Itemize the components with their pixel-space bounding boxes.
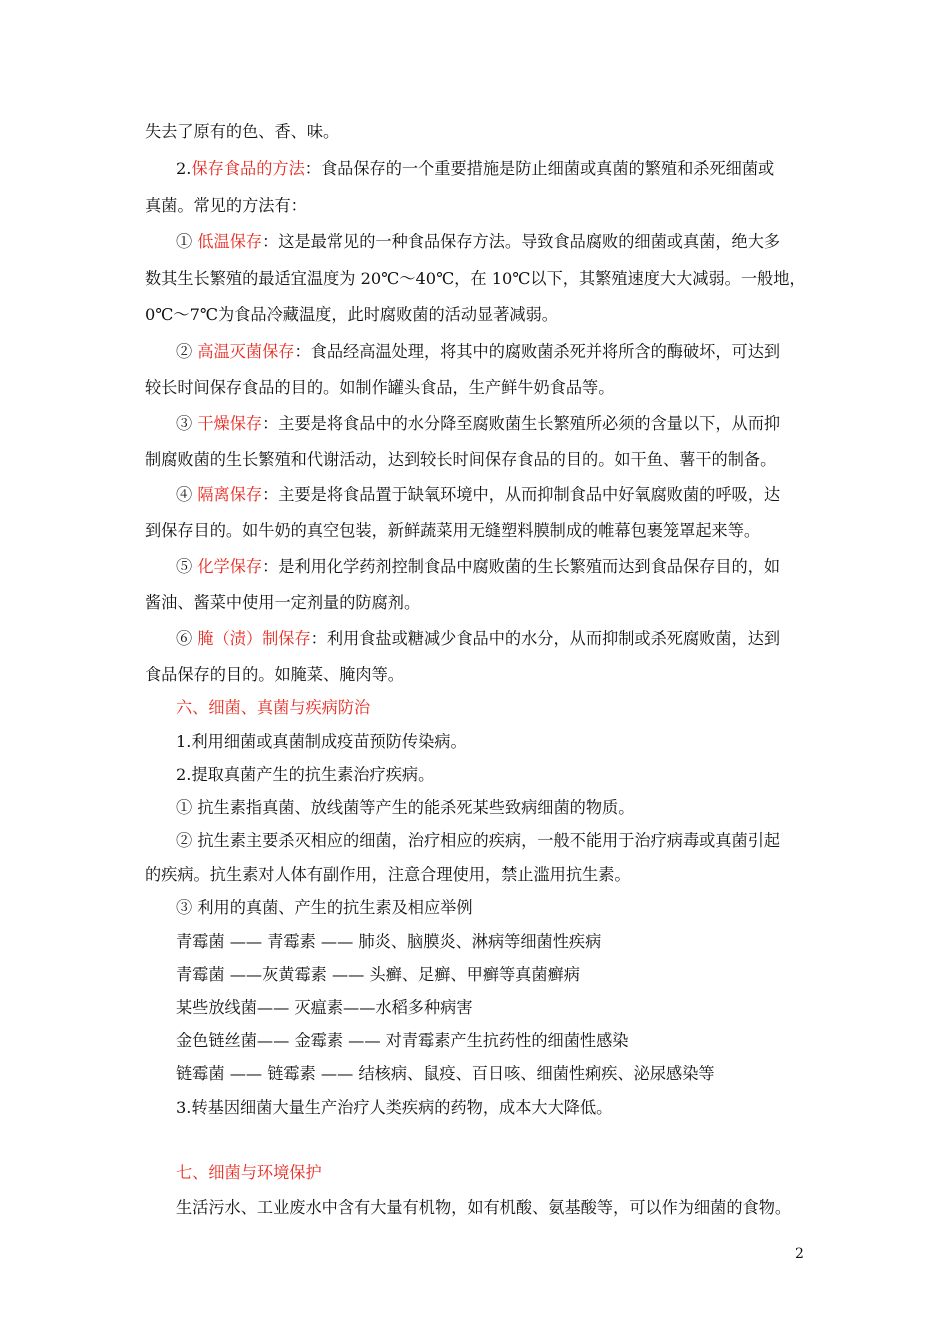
line-text: ：食品经高温处理，将其中的腐败菌杀死并将所含的酶破坏，可达到 [294,342,781,361]
line-text: ：食品保存的一个重要措施是防止细菌或真菌的繁殖和杀死细菌或 [304,159,775,178]
item-number: ① [176,232,193,251]
paragraph-line: 制腐败菌的生长繁殖和代谢活动，达到较长时间保存食品的目的。如干鱼、薯干的制备。 [145,450,777,469]
paragraph-line [176,413,856,435]
paragraph-line: 真菌。常见的方法有： [145,196,307,215]
line-text: ：是利用化学药剂控制食品中腐败菌的生长繁殖而达到食品保存目的，如 [262,557,781,576]
paragraph-line [176,158,856,180]
item-number: ② [176,342,193,361]
antibiotic-example: 青霉菌 ——灰黄霉素 —— 头癣、足癣、甲癣等真菌癣病 [176,965,580,984]
paragraph-line: ② 抗生素主要杀灭相应的细菌，治疗相应的疾病，一般不能用于治疗病毒或真菌引起 [176,831,781,850]
section-heading-6: 六、细菌、真菌与疾病防治 [176,698,371,717]
highlight-term: 腌（渍）制保存 [197,629,311,648]
paragraph-line: ① 抗生素指真菌、放线菌等产生的能杀死某些致病细菌的物质。 [176,798,635,817]
line-text: ：主要是将食品置于缺氧环境中，从而抑制食品中好氧腐败菌的呼吸，达 [262,485,781,504]
page-number: 2 [795,1246,804,1262]
paragraph-line: 3.转基因细菌大量生产治疗人类疾病的药物，成本大大降低。 [176,1098,613,1117]
paragraph-line: 0℃～7℃为食品冷藏温度，此时腐败菌的活动显著减弱。 [145,305,558,324]
paragraph-line: 到保存目的。如牛奶的真空包装，新鲜蔬菜用无缝塑料膜制成的帷幕包裹笼罩起来等。 [145,521,761,540]
paragraph-line: 较长时间保存食品的目的。如制作罐头食品，生产鲜牛奶食品等。 [145,378,615,397]
paragraph-line: 食品保存的目的。如腌菜、腌肉等。 [145,665,404,684]
paragraph-line [176,628,856,650]
highlight-term: 高温灭菌保存 [197,342,295,361]
highlight-term: 保存食品的方法 [191,159,305,178]
antibiotic-example: 金色链丝菌—— 金霉素 —— 对青霉素产生抗药性的细菌性感染 [176,1031,629,1050]
paragraph-line [176,341,856,363]
paragraph-line: 2.提取真菌产生的抗生素治疗疾病。 [176,765,435,784]
item-number: ⑥ [176,629,193,648]
line-text: ：利用食盐或糖减少食品中的水分，从而抑制或杀死腐败菌，达到 [310,629,781,648]
highlight-term: 低温保存 [197,232,263,251]
paragraph-line [176,556,856,578]
antibiotic-example: 青霉菌 —— 青霉素 —— 肺炎、脑膜炎、淋病等细菌性疾病 [176,932,602,951]
paragraph-line: 1.利用细菌或真菌制成疫苗预防传染病。 [176,732,467,751]
paragraph-line [176,231,856,253]
paragraph-line: 数其生长繁殖的最适宜温度为 20℃～40℃，在 10℃以下，其繁殖速度大大减弱。一般地， [145,269,806,288]
paragraph-line: 酱油、酱菜中使用一定剂量的防腐剂。 [145,593,421,612]
item-number: ④ [176,485,193,504]
section-heading-7: 七、细菌与环境保护 [176,1163,322,1182]
line-text: ：这是最常见的一种食品保存方法。导致食品腐败的细菌或真菌，绝大多 [262,232,781,251]
paragraph-line [176,484,856,506]
highlight-term: 干燥保存 [197,414,263,433]
highlight-term: 化学保存 [197,557,263,576]
paragraph-line: ③ 利用的真菌、产生的抗生素及相应举例 [176,898,473,917]
item-number: ③ [176,414,193,433]
item-number: ⑤ [176,557,193,576]
antibiotic-example: 链霉菌 —— 链霉素 —— 结核病、鼠疫、百日咳、细菌性痢疾、泌尿感染等 [176,1064,715,1083]
antibiotic-example: 某些放线菌—— 灭瘟素——水稻多种病害 [176,998,473,1017]
paragraph-line: 生活污水、工业废水中含有大量有机物，如有机酸、氨基酸等，可以作为细菌的食物。 [176,1198,792,1217]
paragraph-line: 失去了原有的色、香、味。 [145,122,340,141]
line-text: ：主要是将食品中的水分降至腐败菌生长繁殖所必须的含量以下，从而抑 [262,414,781,433]
highlight-term: 隔离保存 [197,485,263,504]
paragraph-line: 的疾病。抗生素对人体有副作用，注意合理使用，禁止滥用抗生素。 [145,865,631,884]
item-number: 2. [176,159,192,178]
